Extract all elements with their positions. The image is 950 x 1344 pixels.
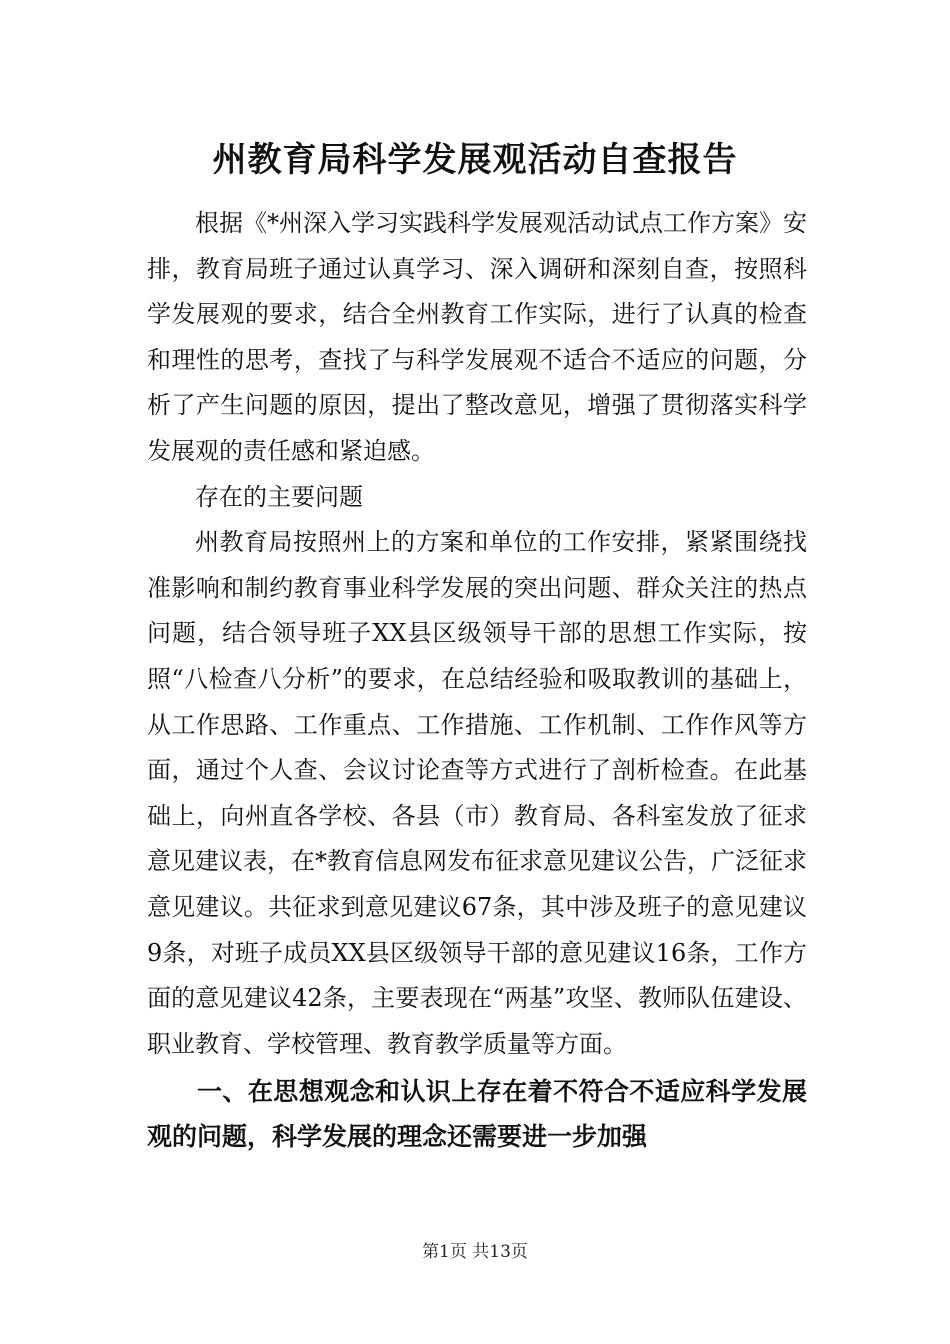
intro-paragraph: 根据《*州深入学习实践科学发展观活动试点工作方案》安排，教育局班子通过认真学习、深入调研和深刻自查，按照科学发展观的要求，结合全州教育工作实际，进行了认真的检查和理性的思考，查找了与科学发展观不适合不适应的问题，分析了产生问题的原因，提出了整改意见，增强了贯彻落实科学发展观的责任感和紧迫感。 <box>147 209 807 465</box>
section-subheading: 存在的主要问题 <box>195 482 363 511</box>
document-title: 州教育局科学发展观活动自查报告 <box>212 140 738 180</box>
problem-summary-paragraph: 州教育局按照州上的方案和单位的工作安排，紧紧围绕找准影响和制约教育事业科学发展的突出问题、群众关注的热点问题，结合领导班子XX县区级领导干部的思想工作实际，按照“八检查八分析”的要求，在总结经验和吸取教训的基础上，从工作思路、工作重点、工作措施、工作机制、工作作风等方面，通过个人查、会议讨论查等方式进行了剖析检查。在此基础上，向州直各学校、各县（市）教育局、各科室发放了征求意见建议表，在*教育信息网发布征求意见建议公告，广泛征求意见建议。共征求到意见建议67条，其中涉及班子的意见建议9条，对班子成员XX县区级领导干部的意见建议16条，工作方面的意见建议42条，主要表现在“两基”攻坚、教师队伍建设、职业教育、学校管理、教育教学质量等方面。 <box>147 528 807 1058</box>
document-body <box>147 201 807 1159</box>
section-heading-1: 一、在思想观念和认识上存在着不符合不适应科学发展观的问题，科学发展的理念还需要进一步加强 <box>147 1077 807 1152</box>
page-number-footer: 第1页 共13页 <box>422 1242 528 1262</box>
